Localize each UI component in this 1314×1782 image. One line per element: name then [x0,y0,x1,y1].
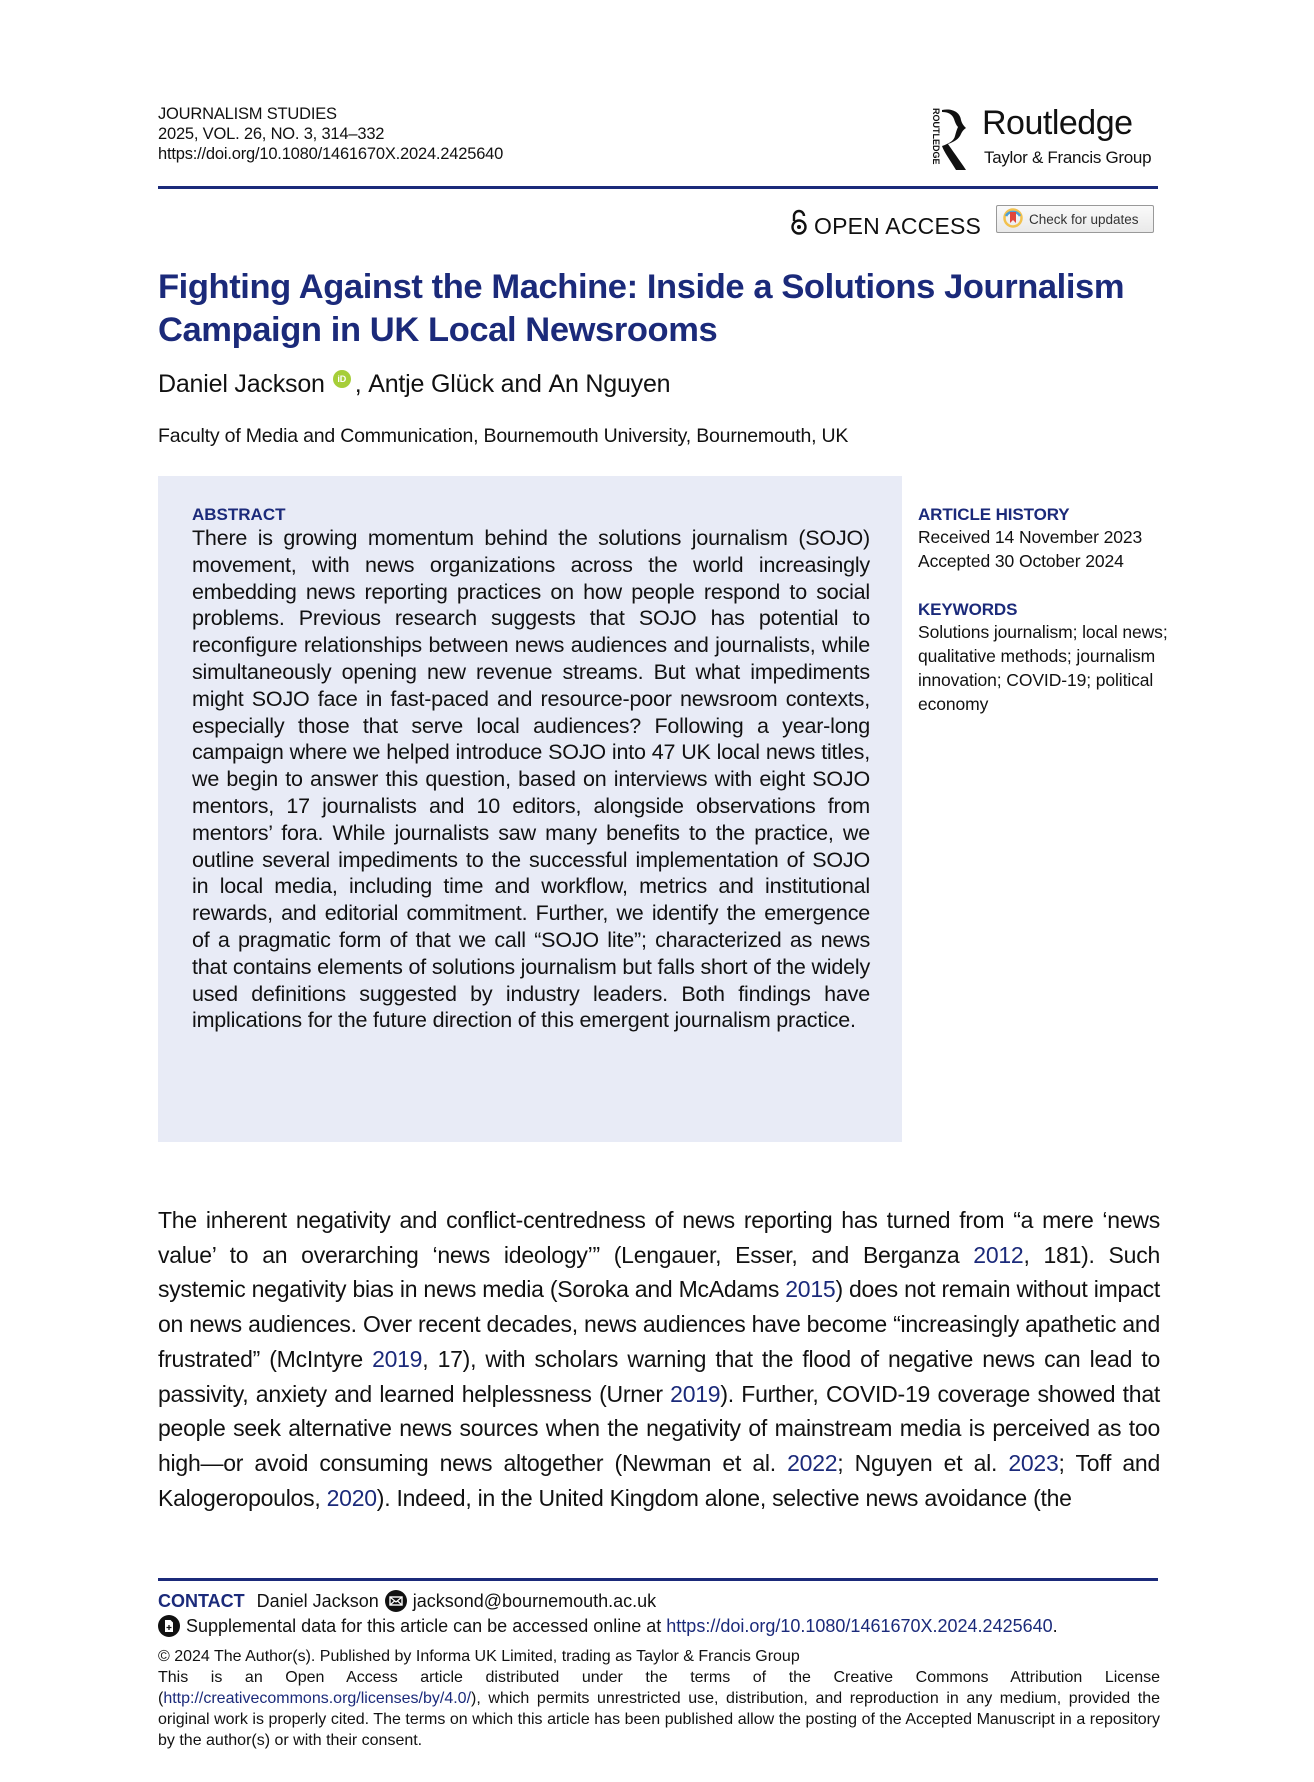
body-text-segment: ) does not remain without impact on news audiences. Over recent decades, news audiences have become “increasingly apathetic and frustrated” (McIntyre [158,1276,1160,1372]
check-for-updates-button[interactable] [996,205,1154,233]
check-for-updates-label: Check for updates [1029,211,1139,227]
affiliation: Faculty of Media and Communication, Bournemouth University, Bournemouth, UK [158,425,849,447]
copyright-notice: © 2024 The Author(s). Published by Informa UK Limited, trading as Taylor & Francis Group [158,1648,800,1665]
article-title [158,266,1168,352]
orcid-icon[interactable]: iD [333,370,351,388]
citation-link[interactable]: 2020 [326,1484,377,1511]
body-text-segment: ). Indeed, in the United Kingdom alone, selective news avoidance (the [376,1484,1072,1511]
header-divider [158,186,1158,189]
body-text-segment: , 17), with scholars warning that the flood of negative news can lead to passivity, anxiety and learned helplessness (Urner [158,1345,1160,1407]
contact-name: Daniel Jackson [256,1591,379,1611]
title-line-1: Fighting Against the Machine: Inside a Solutions Journalism [158,268,1125,306]
author-name[interactable]: Antje Glück [368,370,494,398]
author-list [158,368,670,400]
keywords-list: Solutions journalism; local news; qualitative methods; journalism innovation; COVID-19; political economy [918,622,1168,714]
supplemental-link[interactable]: https://doi.org/10.1080/1461670X.2024.2425640 [666,1616,1053,1636]
citation-link[interactable]: 2019 [670,1380,721,1407]
body-paragraph [158,1203,1160,1515]
body-text-segment: ; Toff and Kalogeropoulos, [158,1449,1160,1511]
body-text-segment: ; Nguyen et al. [837,1449,1009,1476]
license-link[interactable]: http://creativecommons.org/licenses/by/4.0/ [163,1690,472,1707]
author-conjunction: and [493,370,549,398]
citation-link[interactable]: 2015 [785,1276,836,1303]
article-history [918,505,1168,573]
body-text-segment: , 181). Such systemic negativity bias in news media (Soroka and McAdams [158,1241,1160,1303]
contact-email-link[interactable]: jacksond@bournemouth.ac.uk [412,1591,657,1611]
journal-name: JOURNALISM STUDIES [158,105,337,123]
title-line-2: Campaign in UK Local Newsrooms [158,311,718,349]
crossmark-icon [1003,208,1023,231]
supplemental-file-icon [158,1615,180,1637]
journal-doi-link[interactable]: https://doi.org/10.1080/1461670X.2024.2425640 [158,145,504,163]
citation-link[interactable]: 2022 [787,1449,838,1476]
contact-line [158,1589,656,1613]
keywords-section [918,600,1168,716]
envelope-icon [385,1590,407,1612]
body-text-segment: ). Further, COVID-19 coverage showed that people seek alternative news sources when the negativity of mainstream media is perceived as too high—or avoid consuming news altogether (Newman et al. [158,1380,1161,1476]
publisher-name: Routledge [982,104,1133,142]
publisher-group: Taylor & Francis Group [984,148,1152,167]
abstract-heading: ABSTRACT [192,505,286,524]
keywords-heading: KEYWORDS [918,600,1018,619]
svg-text:ROUTLEDGE: ROUTLEDGE [931,108,941,165]
supplemental-line [158,1614,1058,1638]
citation-link[interactable]: 2019 [372,1345,423,1372]
supplemental-end: . [1052,1616,1058,1636]
footer-divider [158,1578,1158,1581]
accepted-date: Accepted 30 October 2024 [918,551,1124,571]
citation-link[interactable]: 2023 [1008,1449,1059,1476]
author-name[interactable]: Daniel Jackson [158,370,325,398]
supplemental-text: Supplemental data for this article can be accessed online at [186,1616,667,1636]
body-text-segment: The inherent negativity and conflict-centredness of news reporting has turned from “a mere ‘news value’ to an overarching ‘news ideology’” (Lengauer, Esser, and Berganza [158,1207,1160,1268]
open-access-label: OPEN ACCESS [814,212,982,239]
journal-volume: 2025, VOL. 26, NO. 3, 314–332 [158,125,385,143]
routledge-logo-icon [928,106,974,172]
contact-label: CONTACT [158,1591,245,1611]
open-lock-icon [790,209,808,242]
article-history-heading: ARTICLE HISTORY [918,505,1070,524]
author-separator: , [354,370,369,398]
license-text: ), which permits unrestricted use, distribution, and reproduction in any medium, provided the original work is properly cited. The terms on which this article has been published allow the posting of the Accepted Manuscript in a repository by the author(s) or with their consent. [158,1690,1160,1749]
license-text: This is an Open Access article distributed under the terms of the Creative Commons Attribution License ( [158,1669,1160,1707]
citation-link[interactable]: 2012 [973,1241,1024,1268]
open-access-badge [790,209,981,242]
journal-meta [158,104,503,164]
received-date: Received 14 November 2023 [918,527,1143,547]
license-notice [158,1667,1160,1751]
author-name[interactable]: An Nguyen [548,370,671,398]
abstract-text: There is growing momentum behind the solutions journalism (SOJO) movement, with news organizations across the world increasingly embedding news reporting practices on how people respond to social problems. Previous research suggests that SOJO has potential to reconfigure relationships between news audiences and journalists, while simultaneously opening new revenue streams. But what impediments might SOJO face in fast-paced and resource-poor newsroom contexts, especially those that serve local audiences? Following a year-long campaign where we helped introduce SOJO into 47 UK local news titles, we begin to answer this question, based on interviews with eight SOJO mentors, 17 journalists and 10 editors, alongside observations from mentors’ fora. While journalists saw many benefits to the practice, we outline several impediments to the successful implementation of SOJO in local media, including time and workflow, metrics and institutional rewards, and editorial commitment. Further, we identify the emergence of a pragmatic form of that we call “SOJO lite”; characterized as news that contains elements of solutions journalism but falls short of the widely used definitions suggested by industry leaders. Both findings have implications for the future direction of this emergent journalism practice. [192,526,870,1033]
